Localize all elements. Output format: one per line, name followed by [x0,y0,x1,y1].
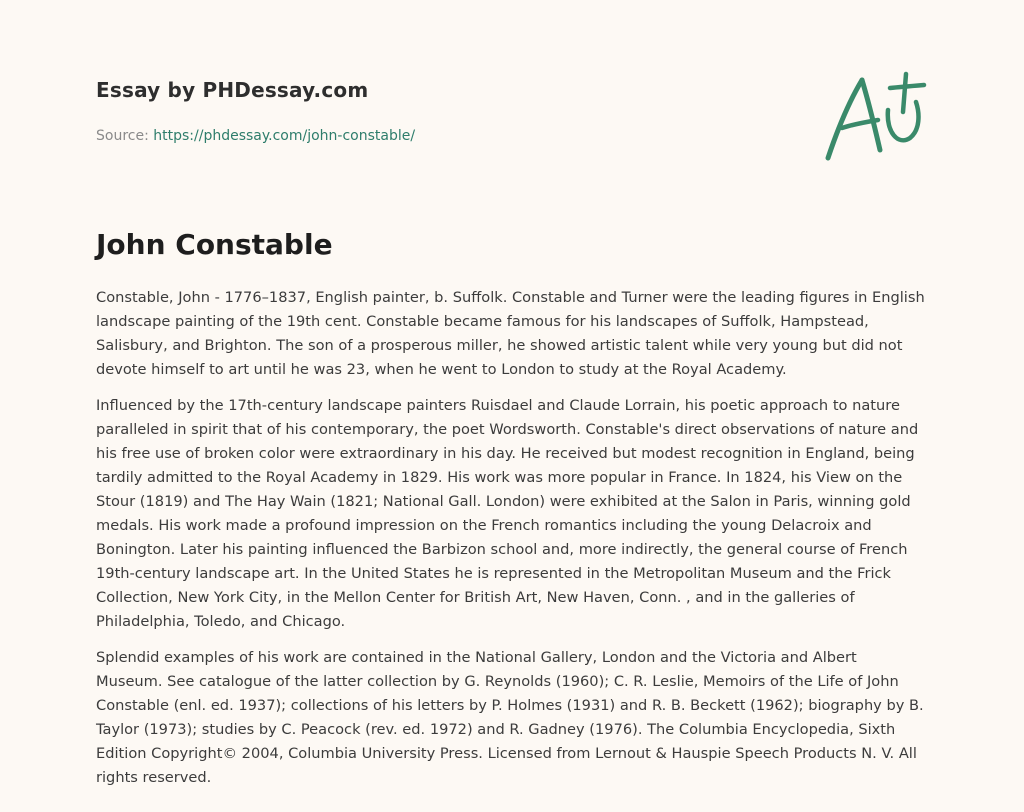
a-plus-logo-icon [820,66,930,166]
source-line [96,126,696,146]
essay-title: John Constable [96,228,333,261]
source-label: Source: [96,128,154,144]
essay-paragraph: Constable, John - 1776–1837, English painter, b. Suffolk. Constable and Turner were the leading figures in English landscape painting of the 19th cent. Constable became famous for his landscapes of Suffolk, Hampstead, Salisbury, and Brighton. The son of a prosperous miller, he showed artistic talent while very young but did not devote himself to art until he was 23, when he went to London to study at the Royal Academy. [96,289,925,378]
site-header [96,76,696,146]
essay-body [96,286,926,802]
essay-paragraph: Influenced by the 17th-century landscape painters Ruisdael and Claude Lorrain, his poetic approach to nature paralleled in spirit that of his contemporary, the poet Wordsworth. Constable's direct observations of nature and his free use of broken color were extraordinary in his day. He received but modest recognition in England, being tardily admitted to the Royal Academy in 1829. His work was more popular in France. In 1824, his View on the Stour (1819) and The Hay Wain (1821; National Gall. London) were exhibited at the Salon in Paris, winning gold medals. His work made a profound impression on the French romantics including the young Delacroix and Bonington. Later his painting influenced the Barbizon school and, more indirectly, the general course of French 19th-century landscape art. In the United States he is represented in the Metropolitan Museum and the Frick Collection, New York City, in the Mellon Center for British Art, New Haven, Conn. , and in the galleries of Philadelphia, Toledo, and Chicago. [96,397,919,630]
site-title: Essay by PHDessay.com [96,78,369,102]
essay-paragraph: Splendid examples of his work are contained in the National Gallery, London and the Victoria and Albert Museum. See catalogue of the latter collection by G. Reynolds (1960); C. R. Leslie, Memoirs of the Life of John Constable (enl. ed. 1937); collections of his letters by P. Holmes (1931) and R. B. Beckett (1962); biography by B. Taylor (1973); studies by C. Peacock (rev. ed. 1972) and R. Gadney (1976). The Columbia Encyclopedia, Sixth Edition Copyright© 2004, Columbia University Press. Licensed from Lernout & Hauspie Speech Products N. V. All rights reserved. [96,649,924,786]
source-link[interactable]: https://phdessay.com/john-constable/ [153,128,416,144]
